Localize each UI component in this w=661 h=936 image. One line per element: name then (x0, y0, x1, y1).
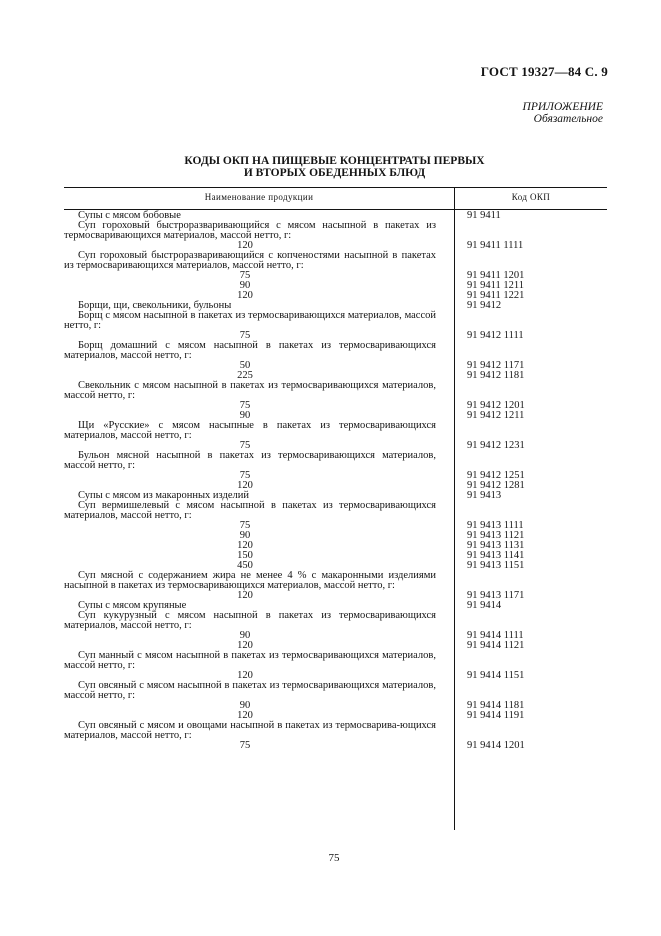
product-name-cell: 225 (237, 370, 253, 381)
product-name-cell: 75 (239, 270, 251, 281)
product-row (64, 421, 607, 441)
product-name-cell: Свекольник с мясом насыпной в пакетах из термосваривающихся материалов, массой нетто, г: (64, 380, 436, 401)
table-top-rule (64, 187, 607, 188)
table-title-line-2: И ВТОРЫХ ОБЕДЕННЫХ БЛЮД (243, 167, 426, 179)
table-title-line-1: КОДЫ ОКП НА ПИЩЕВЫЕ КОНЦЕНТРАТЫ ПЕРВЫХ (184, 155, 485, 167)
mass-row (64, 701, 607, 711)
column-header-name: Наименование продукции (204, 192, 314, 202)
product-name-cell: 75 (239, 330, 251, 341)
mass-row (64, 551, 607, 561)
okp-code-cell: 91 9414 1151 (467, 670, 525, 681)
okp-code-cell: 91 9412 1111 (467, 330, 524, 341)
okp-code-cell: 91 9413 1171 (467, 590, 525, 601)
mass-row (64, 521, 607, 531)
okp-code-cell: 91 9413 1141 (467, 550, 525, 561)
mass-row (64, 281, 607, 291)
product-row (64, 251, 607, 271)
product-name-cell: Бульон мясной насыпной в пакетах из термосваривающихся материалов, массой нетто, г: (64, 450, 436, 471)
product-name-cell: Борщи, щи, свекольники, бульоны (78, 300, 232, 311)
okp-code-cell: 91 9412 1171 (467, 360, 525, 371)
product-name-cell: 75 (239, 520, 251, 531)
product-row (64, 571, 607, 591)
product-name-cell: Суп вермишелевый с мясом насыпной в пакетах из термосваривающихся материалов, массой нетто, г: (64, 500, 436, 521)
mass-row (64, 471, 607, 481)
mass-row (64, 401, 607, 411)
okp-code-cell: 91 9413 (467, 490, 502, 501)
product-row (64, 221, 607, 241)
okp-code-cell: 91 9411 1211 (467, 280, 524, 291)
okp-code-cell: 91 9413 1121 (467, 530, 525, 541)
okp-code-cell: 91 9412 1211 (467, 410, 525, 421)
product-name-cell: Суп гороховый быстроразваривающийся с мясом насыпной в пакетах из термосваривающихся материалов, массой нетто, г: (64, 220, 436, 241)
product-row (64, 501, 607, 521)
okp-code-cell: 91 9412 1251 (467, 470, 525, 481)
product-row (64, 311, 607, 331)
product-row (64, 341, 607, 361)
product-row (64, 381, 607, 401)
product-row (64, 611, 607, 631)
product-name-cell: 120 (237, 590, 253, 601)
product-name-cell: 120 (237, 540, 253, 551)
mass-row (64, 541, 607, 551)
document-code: ГОСТ 19327—84 С. 9 (480, 64, 608, 79)
product-name-cell: 90 (239, 530, 251, 541)
product-name-cell: Суп мясной с содержанием жира не менее 4 % с макаронными изделиями насыпной в пакетах из термосваривающихся материалов, массой нетто, г: (64, 570, 436, 591)
okp-code-cell: 91 9411 1111 (467, 240, 524, 251)
product-name-cell: 75 (239, 400, 251, 411)
product-name-cell: 120 (237, 670, 253, 681)
product-name-cell: Борщ с мясом насыпной в пакетах из термосваривающихся материалов, массой нетто, г: (64, 310, 436, 331)
table-body (64, 211, 607, 751)
appendix-label: ПРИЛОЖЕНИЕ (522, 101, 603, 113)
product-name-cell: 120 (237, 710, 253, 721)
appendix-status: Обязательное (533, 113, 603, 125)
product-name-cell: 90 (239, 700, 251, 711)
product-name-cell: Суп овсяный с мясом и овощами насыпной в пакетах из термосварива-ющихся материалов, массой нетто, г: (64, 720, 436, 741)
mass-row (64, 271, 607, 281)
okp-code-cell: 91 9412 (467, 300, 502, 311)
product-name-cell: 90 (239, 630, 251, 641)
okp-code-cell: 91 9413 1111 (467, 520, 524, 531)
okp-code-cell: 91 9414 1201 (467, 740, 525, 751)
product-name-cell: 450 (237, 560, 253, 571)
product-name-cell: 120 (237, 640, 253, 651)
okp-code-cell: 91 9414 1121 (467, 640, 525, 651)
okp-code-cell: 91 9411 1221 (467, 290, 525, 301)
page-number: 75 (328, 852, 340, 864)
product-name-cell: Суп овсяный с мясом насыпной в пакетах из термосваривающихся материалов, массой нетто, г: (64, 680, 436, 701)
product-row (64, 651, 607, 671)
appendix-block (400, 101, 603, 125)
okp-code-cell: 91 9413 1131 (467, 540, 525, 551)
product-name-cell: Щи «Русские» с мясом насыпные в пакетах из термосваривающихся материалов, массой нетто, г: (64, 420, 436, 441)
product-name-cell: Супы с мясом крупяные (78, 600, 187, 611)
product-name-cell: 90 (239, 410, 251, 421)
product-name-cell: 50 (239, 360, 251, 371)
product-name-cell: 120 (237, 480, 253, 491)
product-name-cell: 120 (237, 240, 253, 251)
okp-code-cell: 91 9413 1151 (467, 560, 525, 571)
product-name-cell: 90 (239, 280, 251, 291)
product-name-cell: 120 (237, 290, 253, 301)
product-name-cell: 75 (239, 470, 251, 481)
product-row (64, 681, 607, 701)
mass-row (64, 741, 607, 751)
column-header-code: Код ОКП (511, 192, 551, 202)
product-row (64, 451, 607, 471)
product-name-cell: Суп кукурузный с мясом насыпной в пакетах из термосваривающихся материалов, массой нетто, г: (64, 610, 436, 631)
mass-row (64, 361, 607, 371)
table-title (64, 155, 605, 179)
okp-code-cell: 91 9412 1181 (467, 370, 525, 381)
okp-code-cell: 91 9412 1281 (467, 480, 525, 491)
okp-code-cell: 91 9411 1201 (467, 270, 525, 281)
product-name-cell: Суп манный с мясом насыпной в пакетах из термосваривающихся материалов, массой нетто, г: (64, 650, 436, 671)
product-name-cell: Супы с мясом бобовые (78, 210, 181, 221)
product-name-cell: 150 (237, 550, 253, 561)
product-name-cell: Борщ домашний с мясом насыпной в пакетах из термосваривающихся материалов, массой нетто, г: (64, 340, 436, 361)
okp-code-cell: 91 9414 1181 (467, 700, 525, 711)
okp-code-cell: 91 9414 1191 (467, 710, 525, 721)
product-name-cell: Супы с мясом из макаронных изделий (78, 490, 249, 501)
okp-code-cell: 91 9414 (467, 600, 502, 611)
okp-code-cell: 91 9411 (467, 210, 501, 221)
okp-code-cell: 91 9412 1231 (467, 440, 525, 451)
mass-row (64, 531, 607, 541)
product-name-cell: Суп гороховый быстроразваривающийся с копченостями насыпной в пакетах из термосваривающихся материалов, массой нетто, г: (64, 250, 436, 271)
product-name-cell: 75 (239, 440, 251, 451)
okp-code-cell: 91 9412 1201 (467, 400, 525, 411)
okp-code-cell: 91 9414 1111 (467, 630, 524, 641)
product-row (64, 721, 607, 741)
mass-row (64, 631, 607, 641)
product-name-cell: 75 (239, 740, 251, 751)
